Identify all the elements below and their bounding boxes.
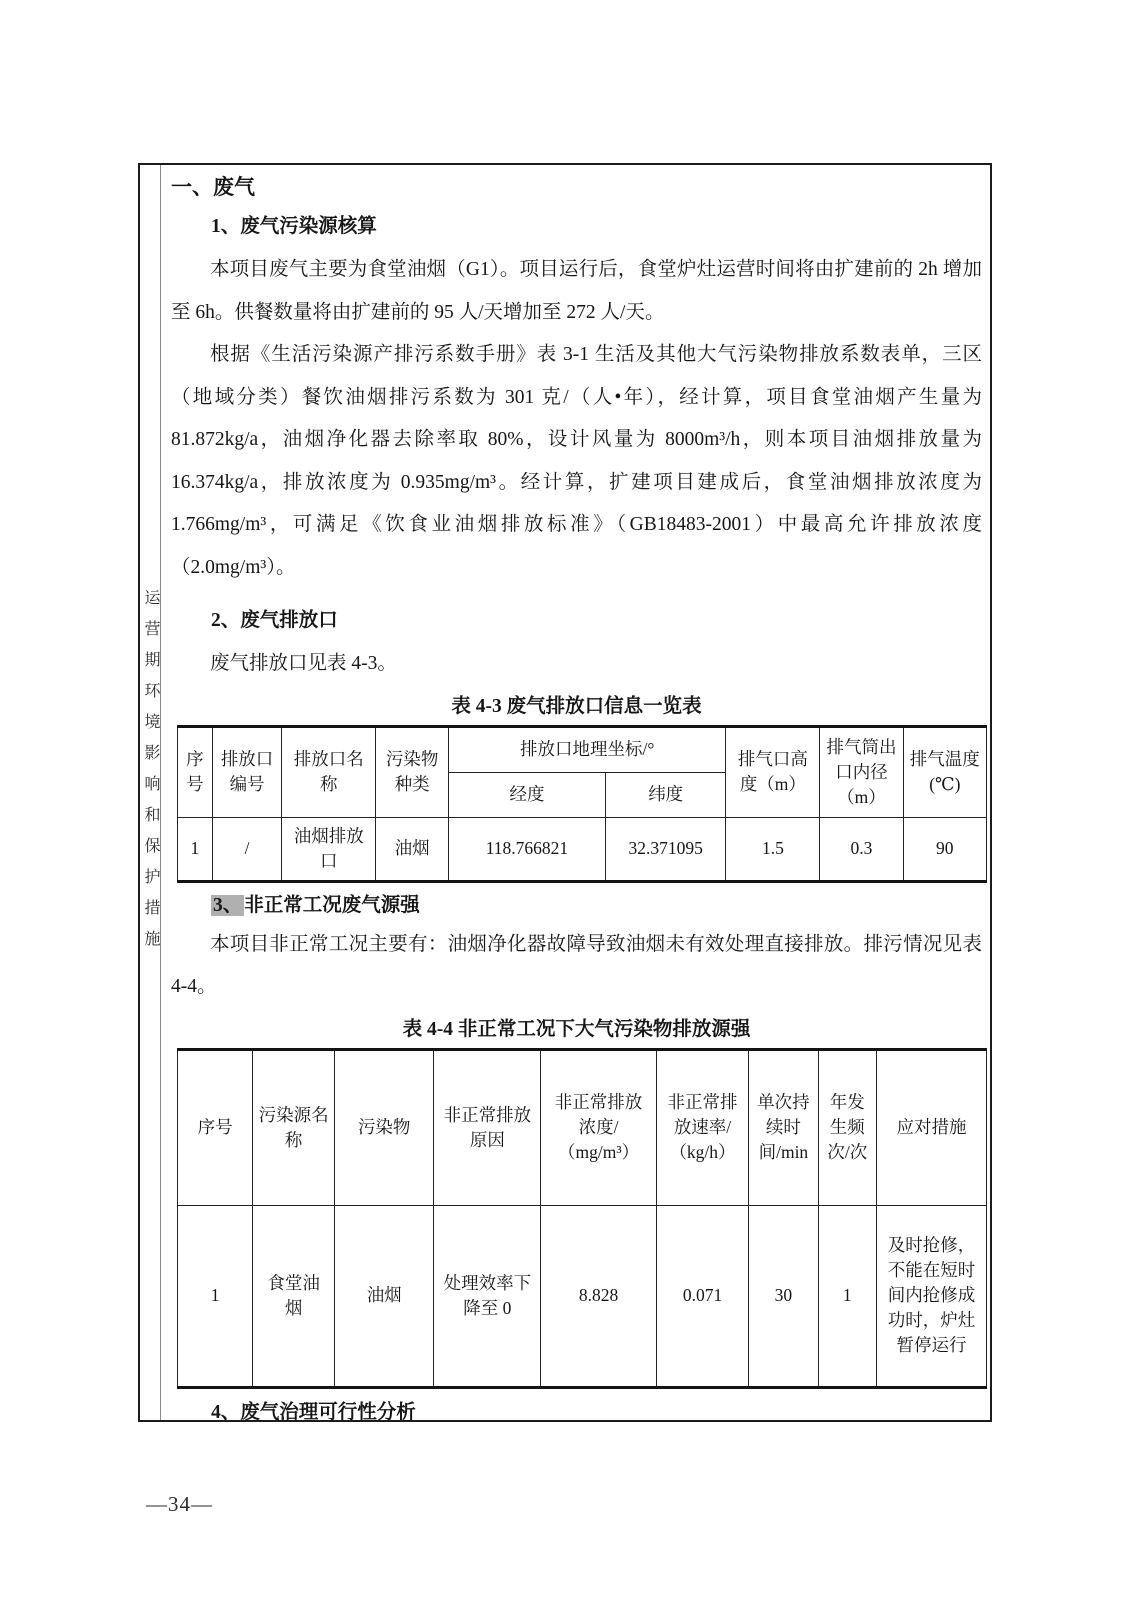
table-cell: 食堂油烟 (253, 1205, 335, 1387)
header-cell-abnormal-rate: 非正常排放速率/（kg/h） (656, 1049, 748, 1205)
section1-paragraph-1: 本项目废气主要为食堂油烟（G1）。项目运行后，食堂炉灶运营时间将由扩建前的 2h 增加至 6h。供餐数量将由扩建前的 95 人/天增加至 272 人/天。 (171, 259, 982, 323)
section3-number-highlight: 3、 (213, 894, 243, 916)
document-frame (138, 163, 992, 1422)
sidebar-label-column (140, 165, 161, 1420)
table-cell: 1 (178, 817, 213, 881)
section3-title-text: 非正常工况废气源强 (244, 894, 420, 916)
header-cell-abnormal-concentration: 非正常排放浓度/（mg/m³） (541, 1049, 657, 1205)
page-number: —34— (146, 1492, 213, 1516)
header-cell-seq: 序号 (178, 1049, 253, 1205)
header-cell-abnormal-cause: 非正常排放原因 (434, 1049, 541, 1205)
table-cell: 油烟 (334, 1205, 434, 1387)
section3-paragraph: 本项目非正常工况主要有：油烟净化器故障导致油烟未有效处理直接排放。排污情况见表 4-4。 (171, 933, 982, 997)
header-cell-geo-coord: 排放口地理坐标/° (448, 726, 725, 772)
header-cell-pollutant-type: 污染物种类 (376, 726, 449, 817)
header-cell-source-name: 污染源名称 (253, 1049, 335, 1205)
table44-header-row (178, 1049, 987, 1205)
table43-header-row-1 (178, 726, 987, 772)
header-cell-seq: 序号 (178, 726, 213, 817)
table-cell: 处理效率下降至 0 (434, 1205, 541, 1387)
header-cell-frequency: 年发生频次/次 (818, 1049, 876, 1205)
section4-title: 4、废气治理可行性分析 (211, 1401, 416, 1420)
header-cell-exhaust-temp: 排气温度(℃) (903, 726, 986, 817)
table-cell: 0.3 (820, 817, 903, 881)
header-cell-longitude: 经度 (448, 772, 605, 817)
sidebar-vertical-label: 运营期环境影响和保护措施 (142, 589, 159, 961)
table-outlet-info (177, 725, 987, 883)
table-cell: 0.071 (656, 1205, 748, 1387)
header-cell-latitude: 纬度 (605, 772, 726, 817)
table44-title: 表 4-4 非正常工况下大气污染物排放源强 (402, 1018, 751, 1040)
main-content (161, 165, 990, 1420)
table-cell: 油烟排放口 (282, 817, 376, 881)
table43-title: 表 4-3 废气排放口信息一览表 (451, 695, 702, 717)
table44-data-row (178, 1205, 987, 1387)
table-abnormal-emission (177, 1048, 987, 1389)
section2-title: 2、废气排放口 (211, 610, 338, 631)
heading-waste-gas: 一、废气 (171, 175, 255, 199)
table-cell: 90 (903, 817, 986, 881)
header-cell-duration: 单次持续时间/min (749, 1049, 819, 1205)
table-cell: 1 (818, 1205, 876, 1387)
header-cell-outlet-diameter: 排气筒出口内径（m） (820, 726, 903, 817)
header-cell-pollutant: 污染物 (334, 1049, 434, 1205)
table43-data-row (178, 817, 987, 881)
table-cell: 8.828 (541, 1205, 657, 1387)
section1-paragraph-2: 根据《生活污染源产排污系数手册》表 3-1 生活及其他大气污染物排放系数表单，三区（地域分类）餐饮油烟排污系数为 301 克/（人•年），经计算，项目食堂油烟产生量为 81.872kg/a，油烟净化器去除率取 80%，设计风量为 8000m³/h，则本项目油烟排放量为 16.374kg/a，排放浓度为 0.935mg/m³。经计算，扩建项目建成后，食堂油烟排放浓度为 1.766mg/m³，可满足《饮食业油烟排放标准》（GB18483-2001）中最高允许排放浓度（2.0mg/m³）。 (171, 344, 982, 578)
table-cell: 油烟 (376, 817, 449, 881)
table-cell: 1 (178, 1205, 253, 1387)
table-cell: 1.5 (726, 817, 820, 881)
section1-title: 1、废气污染源核算 (211, 216, 377, 237)
table-cell: 118.766821 (448, 817, 605, 881)
header-cell-outlet-name: 排放口名称 (282, 726, 376, 817)
header-cell-outlet-height: 排气口高度（m） (726, 726, 820, 817)
section2-paragraph: 废气排放口见表 4-3。 (210, 653, 397, 674)
table-cell: / (212, 817, 282, 881)
header-cell-outlet-no: 排放口编号 (212, 726, 282, 817)
header-cell-countermeasure: 应对措施 (876, 1049, 986, 1205)
table-cell: 30 (749, 1205, 819, 1387)
table-cell: 及时抢修，不能在短时间内抢修成功时，炉灶暂停运行 (876, 1205, 986, 1387)
section3-title (211, 892, 982, 920)
table-cell: 32.371095 (605, 817, 726, 881)
